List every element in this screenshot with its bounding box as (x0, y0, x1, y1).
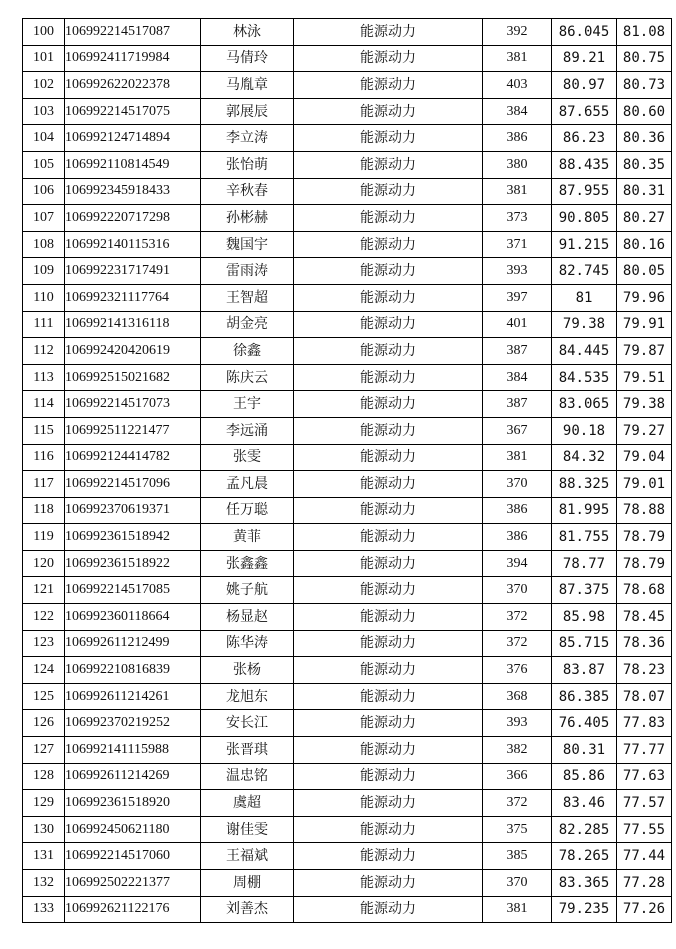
row-number-cell: 105 (23, 151, 65, 178)
row-number-cell: 100 (23, 19, 65, 46)
retest-score-cell: 85.98 (552, 604, 617, 631)
exam-id-cell: 106992370219252 (65, 710, 201, 737)
exam-id-cell: 106992360118664 (65, 604, 201, 631)
major-cell: 能源动力 (294, 19, 483, 46)
table-row (23, 284, 672, 311)
row-number-cell: 109 (23, 258, 65, 285)
row-number-cell: 133 (23, 896, 65, 923)
total-score-cell: 80.05 (617, 258, 672, 285)
major-cell: 能源动力 (294, 843, 483, 870)
exam-id-cell: 106992611214261 (65, 683, 201, 710)
student-name-cell: 虞超 (201, 790, 294, 817)
table-row (23, 72, 672, 99)
exam-id-cell: 106992231717491 (65, 258, 201, 285)
retest-score-cell: 87.955 (552, 178, 617, 205)
student-name-cell: 孟凡晨 (201, 471, 294, 498)
retest-score-cell: 86.385 (552, 683, 617, 710)
student-name-cell: 任万聪 (201, 497, 294, 524)
retest-score-cell: 84.445 (552, 338, 617, 365)
table-row (23, 258, 672, 285)
retest-score-cell: 79.38 (552, 311, 617, 338)
total-score-cell: 80.16 (617, 231, 672, 258)
row-number-cell: 128 (23, 763, 65, 790)
initial-score-cell: 393 (483, 710, 552, 737)
retest-score-cell: 83.065 (552, 391, 617, 418)
total-score-cell: 79.38 (617, 391, 672, 418)
initial-score-cell: 375 (483, 816, 552, 843)
total-score-cell: 79.04 (617, 444, 672, 471)
row-number-cell: 108 (23, 231, 65, 258)
admission-score-table (22, 18, 672, 923)
retest-score-cell: 83.365 (552, 870, 617, 897)
initial-score-cell: 392 (483, 19, 552, 46)
major-cell: 能源动力 (294, 284, 483, 311)
retest-score-cell: 81 (552, 284, 617, 311)
total-score-cell: 80.75 (617, 45, 672, 72)
exam-id-cell: 106992361518920 (65, 790, 201, 817)
table-row (23, 338, 672, 365)
table-row (23, 843, 672, 870)
row-number-cell: 116 (23, 444, 65, 471)
student-name-cell: 林泳 (201, 19, 294, 46)
table-row (23, 816, 672, 843)
student-name-cell: 辛秋春 (201, 178, 294, 205)
initial-score-cell: 384 (483, 98, 552, 125)
major-cell: 能源动力 (294, 338, 483, 365)
student-name-cell: 安长江 (201, 710, 294, 737)
row-number-cell: 112 (23, 338, 65, 365)
retest-score-cell: 80.97 (552, 72, 617, 99)
major-cell: 能源动力 (294, 364, 483, 391)
initial-score-cell: 371 (483, 231, 552, 258)
retest-score-cell: 86.045 (552, 19, 617, 46)
major-cell: 能源动力 (294, 45, 483, 72)
major-cell: 能源动力 (294, 710, 483, 737)
exam-id-cell: 106992141115988 (65, 737, 201, 764)
row-number-cell: 104 (23, 125, 65, 152)
total-score-cell: 77.55 (617, 816, 672, 843)
exam-id-cell: 106992214517096 (65, 471, 201, 498)
student-name-cell: 李立涛 (201, 125, 294, 152)
row-number-cell: 120 (23, 550, 65, 577)
major-cell: 能源动力 (294, 471, 483, 498)
total-score-cell: 80.73 (617, 72, 672, 99)
total-score-cell: 78.23 (617, 657, 672, 684)
major-cell: 能源动力 (294, 444, 483, 471)
row-number-cell: 110 (23, 284, 65, 311)
initial-score-cell: 401 (483, 311, 552, 338)
table-row (23, 391, 672, 418)
major-cell: 能源动力 (294, 205, 483, 232)
initial-score-cell: 381 (483, 444, 552, 471)
initial-score-cell: 381 (483, 896, 552, 923)
total-score-cell: 79.01 (617, 471, 672, 498)
exam-id-cell: 106992622022378 (65, 72, 201, 99)
exam-id-cell: 106992420420619 (65, 338, 201, 365)
initial-score-cell: 386 (483, 125, 552, 152)
major-cell: 能源动力 (294, 72, 483, 99)
table-row (23, 98, 672, 125)
student-name-cell: 陈华涛 (201, 630, 294, 657)
row-number-cell: 115 (23, 417, 65, 444)
row-number-cell: 106 (23, 178, 65, 205)
major-cell: 能源动力 (294, 577, 483, 604)
exam-id-cell: 106992214517075 (65, 98, 201, 125)
table-row (23, 417, 672, 444)
retest-score-cell: 84.32 (552, 444, 617, 471)
student-name-cell: 张晋琪 (201, 737, 294, 764)
total-score-cell: 78.36 (617, 630, 672, 657)
table-row (23, 311, 672, 338)
total-score-cell: 78.07 (617, 683, 672, 710)
total-score-cell: 79.91 (617, 311, 672, 338)
exam-id-cell: 106992110814549 (65, 151, 201, 178)
major-cell: 能源动力 (294, 151, 483, 178)
initial-score-cell: 372 (483, 630, 552, 657)
exam-id-cell: 106992214517087 (65, 19, 201, 46)
exam-id-cell: 106992214517085 (65, 577, 201, 604)
table-row (23, 231, 672, 258)
student-name-cell: 雷雨涛 (201, 258, 294, 285)
row-number-cell: 107 (23, 205, 65, 232)
exam-id-cell: 106992450621180 (65, 816, 201, 843)
student-name-cell: 张怡萌 (201, 151, 294, 178)
initial-score-cell: 393 (483, 258, 552, 285)
total-score-cell: 77.44 (617, 843, 672, 870)
major-cell: 能源动力 (294, 311, 483, 338)
exam-id-cell: 106992370619371 (65, 497, 201, 524)
initial-score-cell: 373 (483, 205, 552, 232)
total-score-cell: 78.88 (617, 497, 672, 524)
major-cell: 能源动力 (294, 98, 483, 125)
retest-score-cell: 86.23 (552, 125, 617, 152)
exam-id-cell: 106992361518942 (65, 524, 201, 551)
exam-id-cell: 106992611214269 (65, 763, 201, 790)
exam-id-cell: 106992141316118 (65, 311, 201, 338)
student-name-cell: 马胤章 (201, 72, 294, 99)
retest-score-cell: 87.655 (552, 98, 617, 125)
retest-score-cell: 90.805 (552, 205, 617, 232)
major-cell: 能源动力 (294, 391, 483, 418)
retest-score-cell: 79.235 (552, 896, 617, 923)
table-row (23, 604, 672, 631)
row-number-cell: 103 (23, 98, 65, 125)
row-number-cell: 131 (23, 843, 65, 870)
student-name-cell: 李远涌 (201, 417, 294, 444)
total-score-cell: 80.35 (617, 151, 672, 178)
exam-id-cell: 106992220717298 (65, 205, 201, 232)
student-name-cell: 张雯 (201, 444, 294, 471)
table-row (23, 550, 672, 577)
initial-score-cell: 370 (483, 577, 552, 604)
total-score-cell: 79.27 (617, 417, 672, 444)
major-cell: 能源动力 (294, 683, 483, 710)
table-row (23, 710, 672, 737)
total-score-cell: 78.79 (617, 550, 672, 577)
initial-score-cell: 386 (483, 497, 552, 524)
row-number-cell: 117 (23, 471, 65, 498)
row-number-cell: 124 (23, 657, 65, 684)
major-cell: 能源动力 (294, 524, 483, 551)
major-cell: 能源动力 (294, 790, 483, 817)
exam-id-cell: 106992124414782 (65, 444, 201, 471)
initial-score-cell: 385 (483, 843, 552, 870)
student-name-cell: 王福斌 (201, 843, 294, 870)
major-cell: 能源动力 (294, 125, 483, 152)
total-score-cell: 77.28 (617, 870, 672, 897)
table-row (23, 683, 672, 710)
table-row (23, 630, 672, 657)
table-row (23, 178, 672, 205)
table-row (23, 205, 672, 232)
initial-score-cell: 403 (483, 72, 552, 99)
table-row (23, 737, 672, 764)
total-score-cell: 77.63 (617, 763, 672, 790)
retest-score-cell: 85.86 (552, 763, 617, 790)
student-name-cell: 马倩玲 (201, 45, 294, 72)
major-cell: 能源动力 (294, 258, 483, 285)
row-number-cell: 125 (23, 683, 65, 710)
retest-score-cell: 88.435 (552, 151, 617, 178)
exam-id-cell: 106992515021682 (65, 364, 201, 391)
table-row (23, 790, 672, 817)
exam-id-cell: 106992124714894 (65, 125, 201, 152)
row-number-cell: 119 (23, 524, 65, 551)
total-score-cell: 80.36 (617, 125, 672, 152)
table-row (23, 896, 672, 923)
initial-score-cell: 367 (483, 417, 552, 444)
table-body (23, 19, 672, 923)
retest-score-cell: 90.18 (552, 417, 617, 444)
student-name-cell: 谢佳雯 (201, 816, 294, 843)
major-cell: 能源动力 (294, 737, 483, 764)
total-score-cell: 80.27 (617, 205, 672, 232)
initial-score-cell: 394 (483, 550, 552, 577)
student-name-cell: 魏国宇 (201, 231, 294, 258)
retest-score-cell: 82.285 (552, 816, 617, 843)
table-row (23, 444, 672, 471)
retest-score-cell: 78.77 (552, 550, 617, 577)
retest-score-cell: 81.755 (552, 524, 617, 551)
total-score-cell: 78.79 (617, 524, 672, 551)
exam-id-cell: 106992411719984 (65, 45, 201, 72)
table-row (23, 19, 672, 46)
row-number-cell: 129 (23, 790, 65, 817)
row-number-cell: 122 (23, 604, 65, 631)
retest-score-cell: 85.715 (552, 630, 617, 657)
student-name-cell: 刘善杰 (201, 896, 294, 923)
student-name-cell: 周棚 (201, 870, 294, 897)
initial-score-cell: 370 (483, 471, 552, 498)
major-cell: 能源动力 (294, 231, 483, 258)
exam-id-cell: 106992210816839 (65, 657, 201, 684)
major-cell: 能源动力 (294, 604, 483, 631)
total-score-cell: 80.60 (617, 98, 672, 125)
initial-score-cell: 372 (483, 604, 552, 631)
exam-id-cell: 106992621122176 (65, 896, 201, 923)
student-name-cell: 温忠铭 (201, 763, 294, 790)
initial-score-cell: 366 (483, 763, 552, 790)
row-number-cell: 123 (23, 630, 65, 657)
major-cell: 能源动力 (294, 630, 483, 657)
table-row (23, 763, 672, 790)
total-score-cell: 79.51 (617, 364, 672, 391)
student-name-cell: 孙彬赫 (201, 205, 294, 232)
row-number-cell: 114 (23, 391, 65, 418)
student-name-cell: 王智超 (201, 284, 294, 311)
major-cell: 能源动力 (294, 657, 483, 684)
major-cell: 能源动力 (294, 763, 483, 790)
row-number-cell: 113 (23, 364, 65, 391)
exam-id-cell: 106992511221477 (65, 417, 201, 444)
student-name-cell: 张鑫鑫 (201, 550, 294, 577)
student-name-cell: 郭展辰 (201, 98, 294, 125)
student-name-cell: 徐鑫 (201, 338, 294, 365)
initial-score-cell: 386 (483, 524, 552, 551)
retest-score-cell: 89.21 (552, 45, 617, 72)
total-score-cell: 81.08 (617, 19, 672, 46)
row-number-cell: 102 (23, 72, 65, 99)
exam-id-cell: 106992611212499 (65, 630, 201, 657)
row-number-cell: 132 (23, 870, 65, 897)
major-cell: 能源动力 (294, 550, 483, 577)
total-score-cell: 79.96 (617, 284, 672, 311)
major-cell: 能源动力 (294, 417, 483, 444)
initial-score-cell: 397 (483, 284, 552, 311)
initial-score-cell: 370 (483, 870, 552, 897)
student-name-cell: 陈庆云 (201, 364, 294, 391)
initial-score-cell: 387 (483, 338, 552, 365)
retest-score-cell: 82.745 (552, 258, 617, 285)
table-row (23, 151, 672, 178)
total-score-cell: 77.77 (617, 737, 672, 764)
table-row (23, 497, 672, 524)
student-name-cell: 姚子航 (201, 577, 294, 604)
student-name-cell: 龙旭东 (201, 683, 294, 710)
initial-score-cell: 380 (483, 151, 552, 178)
initial-score-cell: 381 (483, 178, 552, 205)
exam-id-cell: 106992140115316 (65, 231, 201, 258)
exam-id-cell: 106992321117764 (65, 284, 201, 311)
total-score-cell: 78.45 (617, 604, 672, 631)
row-number-cell: 118 (23, 497, 65, 524)
total-score-cell: 77.26 (617, 896, 672, 923)
retest-score-cell: 91.215 (552, 231, 617, 258)
row-number-cell: 126 (23, 710, 65, 737)
exam-id-cell: 106992214517073 (65, 391, 201, 418)
row-number-cell: 130 (23, 816, 65, 843)
major-cell: 能源动力 (294, 178, 483, 205)
retest-score-cell: 83.46 (552, 790, 617, 817)
row-number-cell: 121 (23, 577, 65, 604)
exam-id-cell: 106992502221377 (65, 870, 201, 897)
total-score-cell: 77.57 (617, 790, 672, 817)
student-name-cell: 张杨 (201, 657, 294, 684)
retest-score-cell: 81.995 (552, 497, 617, 524)
table-row (23, 471, 672, 498)
major-cell: 能源动力 (294, 816, 483, 843)
retest-score-cell: 87.375 (552, 577, 617, 604)
table-row (23, 870, 672, 897)
retest-score-cell: 78.265 (552, 843, 617, 870)
table-row (23, 577, 672, 604)
retest-score-cell: 83.87 (552, 657, 617, 684)
major-cell: 能源动力 (294, 896, 483, 923)
exam-id-cell: 106992214517060 (65, 843, 201, 870)
retest-score-cell: 80.31 (552, 737, 617, 764)
retest-score-cell: 88.325 (552, 471, 617, 498)
total-score-cell: 77.83 (617, 710, 672, 737)
row-number-cell: 101 (23, 45, 65, 72)
row-number-cell: 111 (23, 311, 65, 338)
initial-score-cell: 368 (483, 683, 552, 710)
table-row (23, 125, 672, 152)
total-score-cell: 80.31 (617, 178, 672, 205)
total-score-cell: 78.68 (617, 577, 672, 604)
major-cell: 能源动力 (294, 870, 483, 897)
exam-id-cell: 106992345918433 (65, 178, 201, 205)
major-cell: 能源动力 (294, 497, 483, 524)
student-name-cell: 胡金亮 (201, 311, 294, 338)
table-row (23, 364, 672, 391)
initial-score-cell: 372 (483, 790, 552, 817)
student-name-cell: 黄菲 (201, 524, 294, 551)
initial-score-cell: 382 (483, 737, 552, 764)
total-score-cell: 79.87 (617, 338, 672, 365)
initial-score-cell: 376 (483, 657, 552, 684)
initial-score-cell: 384 (483, 364, 552, 391)
row-number-cell: 127 (23, 737, 65, 764)
table-row (23, 524, 672, 551)
exam-id-cell: 106992361518922 (65, 550, 201, 577)
initial-score-cell: 381 (483, 45, 552, 72)
student-name-cell: 王宇 (201, 391, 294, 418)
retest-score-cell: 76.405 (552, 710, 617, 737)
table-row (23, 45, 672, 72)
initial-score-cell: 387 (483, 391, 552, 418)
student-name-cell: 杨显赵 (201, 604, 294, 631)
retest-score-cell: 84.535 (552, 364, 617, 391)
table-row (23, 657, 672, 684)
